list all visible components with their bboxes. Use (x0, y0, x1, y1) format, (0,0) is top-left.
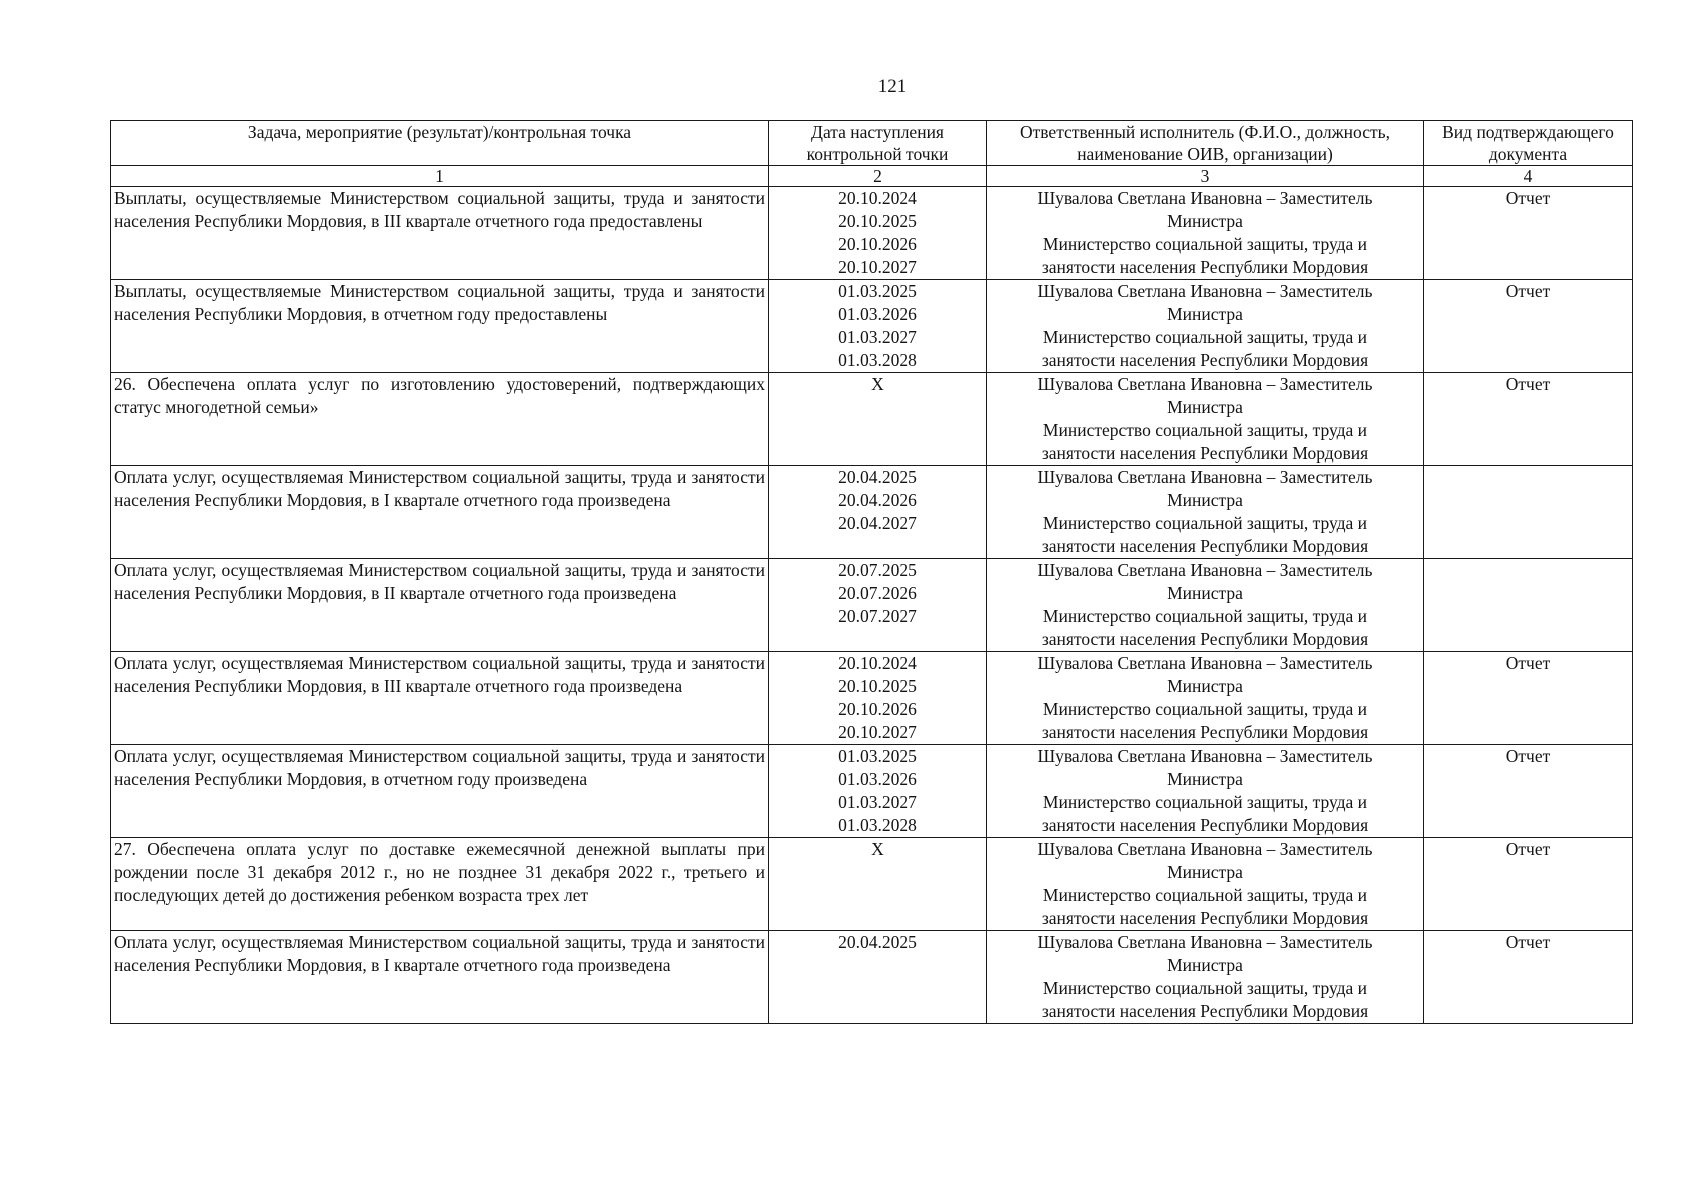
responsible-line: Шувалова Светлана Ивановна – Заместитель (1037, 281, 1373, 301)
table-row (111, 745, 1633, 838)
table-row (111, 559, 1633, 652)
table-row (111, 280, 1633, 373)
header-task: Задача, мероприятие (результат)/контрольная точка (111, 121, 769, 166)
task-cell: 27. Обеспечена оплата услуг по доставке ежемесячной денежной выплаты при рождении после 31 декабря 2012 г., но не позднее 31 декабря 2022 г., третьего и последующих детей до достижения ребенком возраста трех лет (111, 838, 769, 931)
document-type-cell: Отчет (1424, 187, 1633, 280)
responsible-line: Министерство социальной защиты, труда и (1042, 327, 1368, 347)
responsible-line: Шувалова Светлана Ивановна – Заместитель (1037, 932, 1373, 952)
header-responsible: Ответственный исполнитель (Ф.И.О., должность, наименование ОИВ, организации) (987, 121, 1424, 166)
control-date: 20.07.2027 (838, 606, 917, 626)
task-cell: 26. Обеспечена оплата услуг по изготовлению удостоверений, подтверждающих статус многодетной семьи» (111, 373, 769, 466)
control-date: 01.03.2026 (838, 769, 917, 789)
responsible-line: Шувалова Светлана Ивановна – Заместитель (1037, 188, 1373, 208)
responsible-line: Министра (1167, 862, 1243, 882)
responsible-line: Шувалова Светлана Ивановна – Заместитель (1037, 653, 1373, 673)
control-date: 20.04.2026 (838, 490, 917, 510)
responsible-line: занятости населения Республики Мордовия (1041, 350, 1369, 370)
task-cell: Оплата услуг, осуществляемая Министерством социальной защиты, труда и занятости населения Республики Мордовия, в I квартале отчетного года произведена (111, 931, 769, 1024)
column-number: 4 (1424, 166, 1633, 187)
date-cell (769, 838, 987, 931)
document-type-cell (1424, 559, 1633, 652)
responsible-line: Шувалова Светлана Ивановна – Заместитель (1037, 746, 1373, 766)
document-type-cell (1424, 466, 1633, 559)
document-type-cell: Отчет (1424, 745, 1633, 838)
control-date: 20.04.2027 (838, 513, 917, 533)
responsible-cell (987, 466, 1424, 559)
control-date: 01.03.2027 (838, 327, 917, 347)
date-cell (769, 931, 987, 1024)
responsible-line: Министра (1167, 769, 1243, 789)
control-date: 20.10.2024 (838, 188, 917, 208)
task-cell: Выплаты, осуществляемые Министерством социальной защиты, труда и занятости населения Республики Мордовия, в отчетном году предоставлены (111, 280, 769, 373)
control-date: 01.03.2027 (838, 792, 917, 812)
responsible-line: Министерство социальной защиты, труда и (1042, 234, 1368, 254)
table-row (111, 838, 1633, 931)
header-document: Вид подтверждающего документа (1424, 121, 1633, 166)
task-cell: Выплаты, осуществляемые Министерством социальной защиты, труда и занятости населения Республики Мордовия, в III квартале отчетного года предоставлены (111, 187, 769, 280)
date-cell (769, 187, 987, 280)
control-date: 20.10.2024 (838, 653, 917, 673)
task-cell: Оплата услуг, осуществляемая Министерством социальной защиты, труда и занятости населения Республики Мордовия, в отчетном году произведена (111, 745, 769, 838)
control-date: 20.07.2025 (838, 560, 917, 580)
header-date: Дата наступления контрольной точки (769, 121, 987, 166)
responsible-line: Шувалова Светлана Ивановна – Заместитель (1037, 560, 1373, 580)
control-date: X (871, 374, 884, 394)
responsible-line: занятости населения Республики Мордовия (1041, 722, 1369, 742)
responsible-line: Министра (1167, 304, 1243, 324)
control-date: 01.03.2025 (838, 746, 917, 766)
column-number: 3 (987, 166, 1424, 187)
document-type-cell: Отчет (1424, 931, 1633, 1024)
date-cell (769, 373, 987, 466)
date-cell (769, 466, 987, 559)
responsible-line: Министра (1167, 397, 1243, 417)
control-date: 20.07.2026 (838, 583, 917, 603)
control-date: X (871, 839, 884, 859)
responsible-cell (987, 280, 1424, 373)
responsible-line: Министра (1167, 955, 1243, 975)
table-header-row (111, 121, 1633, 166)
column-number: 2 (769, 166, 987, 187)
responsible-cell (987, 373, 1424, 466)
responsible-line: Министра (1167, 490, 1243, 510)
table-row (111, 652, 1633, 745)
control-date: 20.10.2027 (838, 257, 917, 277)
responsible-line: Шувалова Светлана Ивановна – Заместитель (1037, 374, 1373, 394)
control-points-table (110, 120, 1633, 1024)
control-date: 20.10.2025 (838, 676, 917, 696)
responsible-line: занятости населения Республики Мордовия (1041, 815, 1369, 835)
control-date: 20.10.2026 (838, 234, 917, 254)
task-cell: Оплата услуг, осуществляемая Министерством социальной защиты, труда и занятости населения Республики Мордовия, в III квартале отчетного года произведена (111, 652, 769, 745)
task-cell: Оплата услуг, осуществляемая Министерством социальной защиты, труда и занятости населения Республики Мордовия, в II квартале отчетного года произведена (111, 559, 769, 652)
responsible-cell (987, 559, 1424, 652)
responsible-line: Министерство социальной защиты, труда и (1042, 420, 1368, 440)
responsible-line: Министерство социальной защиты, труда и (1042, 792, 1368, 812)
table-row (111, 373, 1633, 466)
document-type-cell: Отчет (1424, 838, 1633, 931)
control-date: 01.03.2025 (838, 281, 917, 301)
responsible-cell (987, 652, 1424, 745)
responsible-line: занятости населения Республики Мордовия (1041, 536, 1369, 556)
task-cell: Оплата услуг, осуществляемая Министерством социальной защиты, труда и занятости населения Республики Мордовия, в I квартале отчетного года произведена (111, 466, 769, 559)
responsible-line: занятости населения Республики Мордовия (1041, 1001, 1369, 1021)
date-cell (769, 280, 987, 373)
document-type-cell: Отчет (1424, 652, 1633, 745)
document-type-cell: Отчет (1424, 373, 1633, 466)
control-date: 20.04.2025 (838, 467, 917, 487)
responsible-cell (987, 931, 1424, 1024)
responsible-line: Министерство социальной защиты, труда и (1042, 978, 1368, 998)
date-cell (769, 652, 987, 745)
responsible-line: Министра (1167, 676, 1243, 696)
responsible-line: занятости населения Республики Мордовия (1041, 443, 1369, 463)
control-date: 01.03.2028 (838, 815, 917, 835)
responsible-line: занятости населения Республики Мордовия (1041, 908, 1369, 928)
responsible-line: Министерство социальной защиты, труда и (1042, 699, 1368, 719)
page-number: 121 (877, 76, 907, 97)
column-number: 1 (111, 166, 769, 187)
responsible-cell (987, 838, 1424, 931)
column-numbers-row (111, 166, 1633, 187)
control-date: 20.10.2027 (838, 722, 917, 742)
responsible-line: Шувалова Светлана Ивановна – Заместитель (1037, 839, 1373, 859)
responsible-line: Министерство социальной защиты, труда и (1042, 513, 1368, 533)
responsible-line: Министра (1167, 211, 1243, 231)
control-date: 20.10.2026 (838, 699, 917, 719)
responsible-line: Министра (1167, 583, 1243, 603)
date-cell (769, 559, 987, 652)
table-body (111, 187, 1633, 1024)
responsible-line: Министерство социальной защиты, труда и (1042, 606, 1368, 626)
table-row (111, 187, 1633, 280)
responsible-cell (987, 187, 1424, 280)
control-date: 01.03.2026 (838, 304, 917, 324)
table-row (111, 466, 1633, 559)
responsible-line: Шувалова Светлана Ивановна – Заместитель (1037, 467, 1373, 487)
control-date: 20.04.2025 (838, 932, 917, 952)
responsible-line: занятости населения Республики Мордовия (1041, 629, 1369, 649)
control-date: 20.10.2025 (838, 211, 917, 231)
document-type-cell: Отчет (1424, 280, 1633, 373)
control-date: 01.03.2028 (838, 350, 917, 370)
responsible-line: занятости населения Республики Мордовия (1041, 257, 1369, 277)
responsible-cell (987, 745, 1424, 838)
responsible-line: Министерство социальной защиты, труда и (1042, 885, 1368, 905)
table-row (111, 931, 1633, 1024)
date-cell (769, 745, 987, 838)
